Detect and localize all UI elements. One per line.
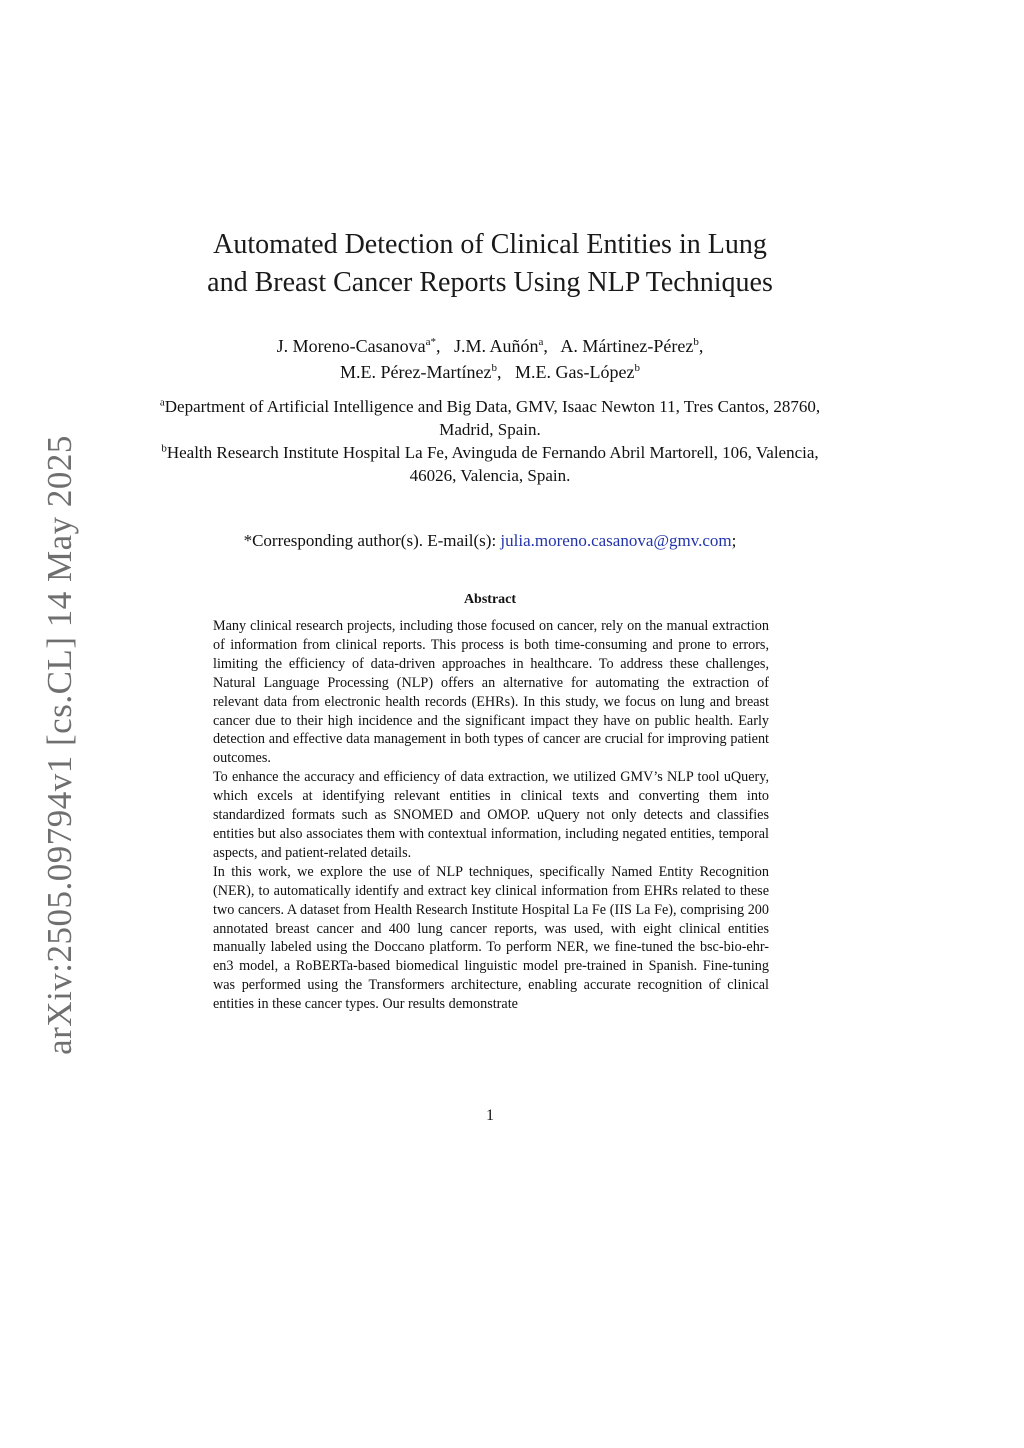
author-5-affiliation-mark: b: [634, 362, 640, 374]
author-list: [150, 333, 830, 385]
corresponding-author-suffix: ;: [731, 531, 737, 550]
paper-title: [150, 226, 830, 302]
author-4-affiliation-mark: b: [491, 362, 497, 374]
affiliation-b-mark: b: [161, 442, 167, 455]
affiliation-a-text: Department of Artificial Intelligence and Big Data, GMV, Isaac Newton 11, Tres Cantos, 28760, Madrid, Spain.: [164, 397, 821, 439]
author-row-1: [150, 333, 830, 359]
abstract-body: [213, 617, 769, 1014]
author-2-name: J.M. Auñón: [454, 336, 539, 356]
corresponding-author-prefix: *Corresponding author(s). E-mail(s):: [243, 531, 501, 550]
corresponding-author-email-link[interactable]: julia.moreno.casanova@gmv.com: [500, 531, 732, 550]
abstract-heading: Abstract: [463, 592, 517, 607]
author-2: J.M. Auñón$^a$,: [454, 336, 548, 356]
affiliation-a-mark: a: [159, 396, 165, 409]
affiliation-a: [150, 395, 830, 441]
affiliation-b-text: Health Research Institute Hospital La Fe, Avinguda de Fernando Abril Martorell, 106, Valencia, 46026, Valencia, Spain.: [166, 443, 819, 485]
corresponding-author-note: [150, 529, 830, 552]
paper-title-line-2: and Breast Cancer Reports Using NLP Techniques: [207, 267, 773, 298]
author-3: A. Mártinez-Pérez$^b$,: [560, 336, 704, 356]
author-1: J. Moreno-Casanova$^{a*}$,: [276, 336, 441, 356]
author-5: [515, 362, 640, 382]
affiliation-b: [150, 441, 830, 487]
author-3-name: A. Mártinez-Pérez: [560, 336, 694, 356]
paper-title-line-1: Automated Detection of Clinical Entities in Lung: [213, 229, 767, 260]
author-5-name: M.E. Gas-López: [514, 362, 635, 382]
author-2-affiliation-mark: a: [538, 336, 544, 348]
affiliation-list: [150, 395, 830, 487]
author-4: M.E. Pérez-Martínez$^b$,: [340, 362, 502, 382]
author-4-name: M.E. Pérez-Martínez: [340, 362, 492, 382]
page-number: 1: [486, 1107, 494, 1124]
author-1-affiliation-mark: a*: [425, 336, 436, 348]
author-row-2: [150, 359, 830, 385]
author-1-name: J. Moreno-Casanova: [276, 336, 426, 356]
abstract-paragraph-1: Many clinical research projects, including those focused on cancer, rely on the manual extraction of information from clinical reports. This process is both time-consuming and prone to errors, limiting the efficiency of data-driven approaches in healthcare. To address these challenges, Natural Language Processing (NLP) offers an alternative for automating the extraction of relevant data from electronic health records (EHRs). In this study, we focus on lung and breast cancer due to their high incidence and the significant impact they have on public health. Early detection and effective data management in both types of cancer are crucial for improving patient outcomes.: [213, 618, 769, 767]
arxiv-identifier-stamp: arXiv:2505.09794v1 [cs.CL] 14 May 2025: [40, 435, 79, 1055]
abstract-paragraph-3: In this work, we explore the use of NLP techniques, specifically Named Entity Recognition (NER), to automatically identify and extract key clinical information from EHRs related to these two cancers. A dataset from Health Research Institute Hospital La Fe (IIS La Fe), comprising 200 annotated breast cancer and 400 lung cancer reports, was used, with eight clinical entities manually labeled using the Doccano platform. To perform NER, we fine-tuned the bsc-bio-ehr-en3 model, a RoBERTa-based biomedical linguistic model pre-trained in Spanish. Fine-tuning was performed using the Transformers architecture, enabling accurate recognition of clinical entities in these cancer types. Our results demonstrate: [213, 863, 769, 1013]
author-3-affiliation-mark: b: [693, 336, 699, 348]
abstract-paragraph-2: To enhance the accuracy and efficiency of data extraction, we utilized GMV’s NLP tool uQuery, which excels at identifying relevant entities in clinical texts and converting them into standardized formats such as SNOMED and OMOP. uQuery not only detects and classifies entities but also associates them with contextual information, including negated entities, temporal aspects, and patient-related details.: [213, 769, 769, 861]
